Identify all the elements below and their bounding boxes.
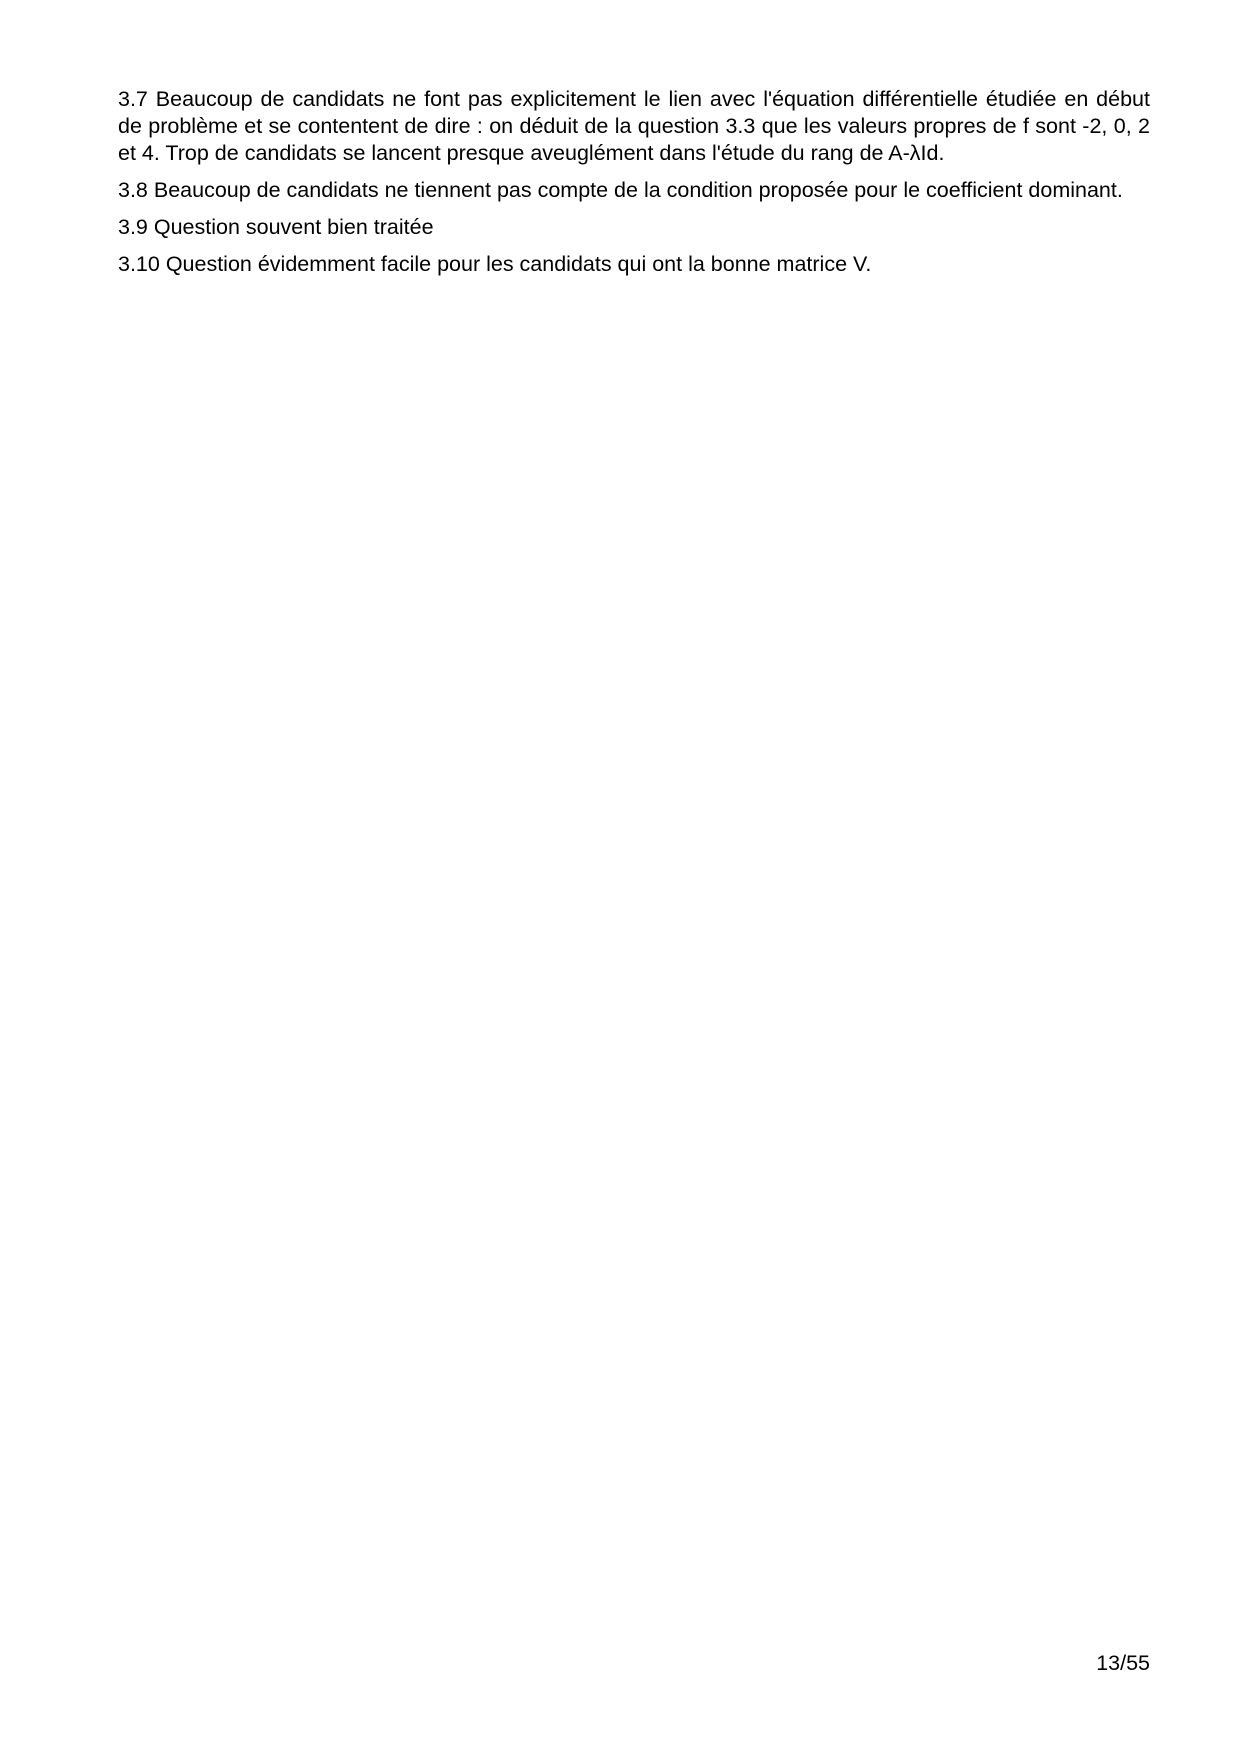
- paragraph-3-7: 3.7 Beaucoup de candidats ne font pas explicitement le lien avec l'équation différentielle étudiée en début de problème et se contentent de dire : on déduit de la question 3.3 que les valeurs propres de f sont -2, 0, 2 et 4. Trop de candidats se lancent presque aveuglément dans l'étude du rang de A-λId.: [118, 87, 1150, 165]
- paragraph-3-8: 3.8 Beaucoup de candidats ne tiennent pas compte de la condition proposée pour le coefficient dominant.: [118, 178, 1123, 202]
- page-number: 13/55: [1096, 1651, 1150, 1675]
- paragraph-3-9: 3.9 Question souvent bien traitée: [118, 215, 434, 239]
- paragraph-3-10: 3.10 Question évidemment facile pour les candidats qui ont la bonne matrice V.: [118, 252, 872, 276]
- document-body: [118, 86, 1150, 288]
